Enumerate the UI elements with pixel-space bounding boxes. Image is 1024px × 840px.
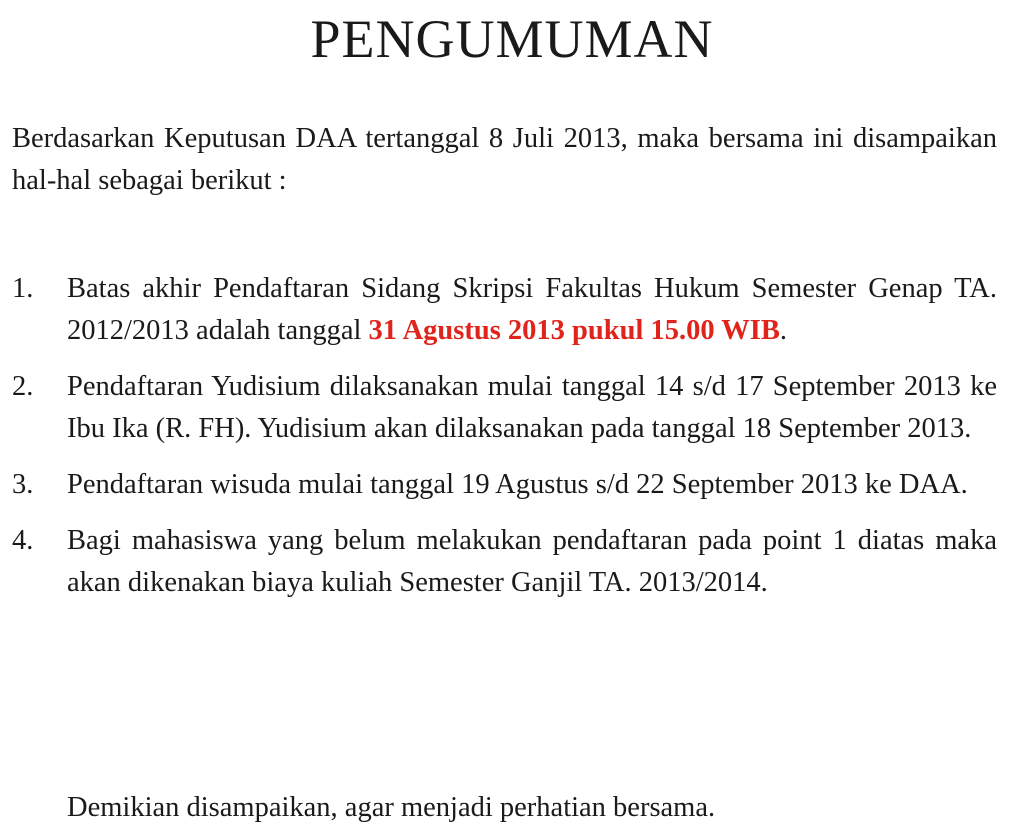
list-item-text: Pendaftaran wisuda mulai tanggal 19 Agustus s/d 22 September 2013 ke DAA. [67,469,968,500]
list-item-number: 4. [12,525,34,556]
list-item-number: 1. [12,273,34,304]
list-item-number: 2. [12,371,34,402]
list-item-text: Pendaftaran Yudisium dilaksanakan mulai tanggal 14 s/d 17 September 2013 ke Ibu Ika (R. FH). Yudisium akan dilaksanakan pada tanggal 18 September 2013. [67,371,997,444]
closing-statement: Demikian disampaikan, agar menjadi perhatian bersama. [67,792,716,823]
list-item-1 [12,268,997,352]
list-item-number: 3. [12,469,34,500]
list-item-2 [12,366,997,450]
announcement-list [12,268,997,618]
list-item-4 [12,520,997,604]
list-item-3 [12,464,997,506]
list-item-text: Bagi mahasiswa yang belum melakukan pendaftaran pada point 1 diatas maka akan dikenakan biaya kuliah Semester Ganjil TA. 2013/2014. [67,525,997,598]
list-item-text: Batas akhir Pendaftaran Sidang Skripsi Fakultas Hukum Semester Genap TA. 2012/2013 adalah tanggal [67,273,997,346]
intro-paragraph: Berdasarkan Keputusan DAA tertanggal 8 Juli 2013, maka bersama ini disampaikan hal-hal sebagai berikut : [12,123,997,196]
list-item-text-end: . [779,315,787,346]
deadline-highlight: 31 Agustus 2013 pukul 15.00 WIB [368,315,780,346]
announcement-title: PENGUMUMAN [310,9,714,69]
